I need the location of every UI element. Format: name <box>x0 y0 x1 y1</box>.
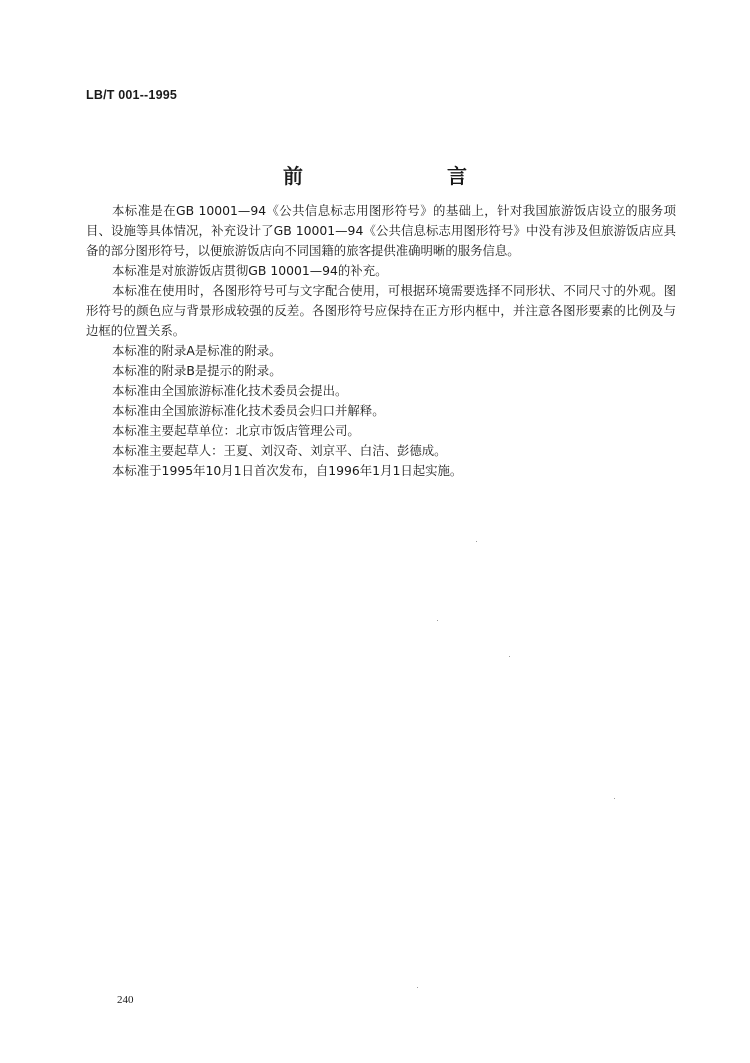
paragraph: 本标准在使用时，各图形符号可与文字配合使用，可根据环境需要选择不同形状、不同尺寸的外观。图形符号的颜色应与背景形成较强的反差。各图形符号应保持在正方形内框中，并注意各图形要素的比例及与边框的位置关系。 <box>86 283 676 338</box>
page-number: 240 <box>117 994 134 1006</box>
scan-speck <box>476 541 477 542</box>
paragraph: 本标准的附录A是标准的附录。 <box>112 343 282 358</box>
page-title: 前 言 <box>283 164 529 188</box>
paragraph: 本标准由全国旅游标准化技术委员会归口并解释。 <box>112 403 385 418</box>
scan-speck <box>509 656 510 657</box>
paragraph: 本标准主要起草人：王夏、刘汉奇、刘京平、白洁、彭德成。 <box>112 443 447 458</box>
paragraph: 本标准于1995年10月1日首次发布，自1996年1月1日起实施。 <box>112 463 463 478</box>
paragraph: 本标准主要起草单位：北京市饭店管理公司。 <box>112 423 360 438</box>
scan-speck <box>614 798 615 799</box>
foreword-body <box>86 201 676 481</box>
paragraph: 本标准的附录B是提示的附录。 <box>112 363 282 378</box>
standard-code: LB/T 001--1995 <box>86 88 178 102</box>
paragraph: 本标准是在GB 10001—94《公共信息标志用图形符号》的基础上，针对我国旅游饭店设立的服务项目、设施等具体情况，补充设计了GB 10001—94《公共信息标志用图形符号》中没有涉及但旅游饭店应具备的部分图形符号，以便旅游饭店向不同国籍的旅客提供准确明晰的服务信息。 <box>86 203 676 258</box>
scan-speck <box>417 987 418 988</box>
scan-speck <box>437 620 438 621</box>
paragraph: 本标准是对旅游饭店贯彻GB 10001—94的补充。 <box>112 263 388 278</box>
paragraph: 本标准由全国旅游标准化技术委员会提出。 <box>112 383 348 398</box>
